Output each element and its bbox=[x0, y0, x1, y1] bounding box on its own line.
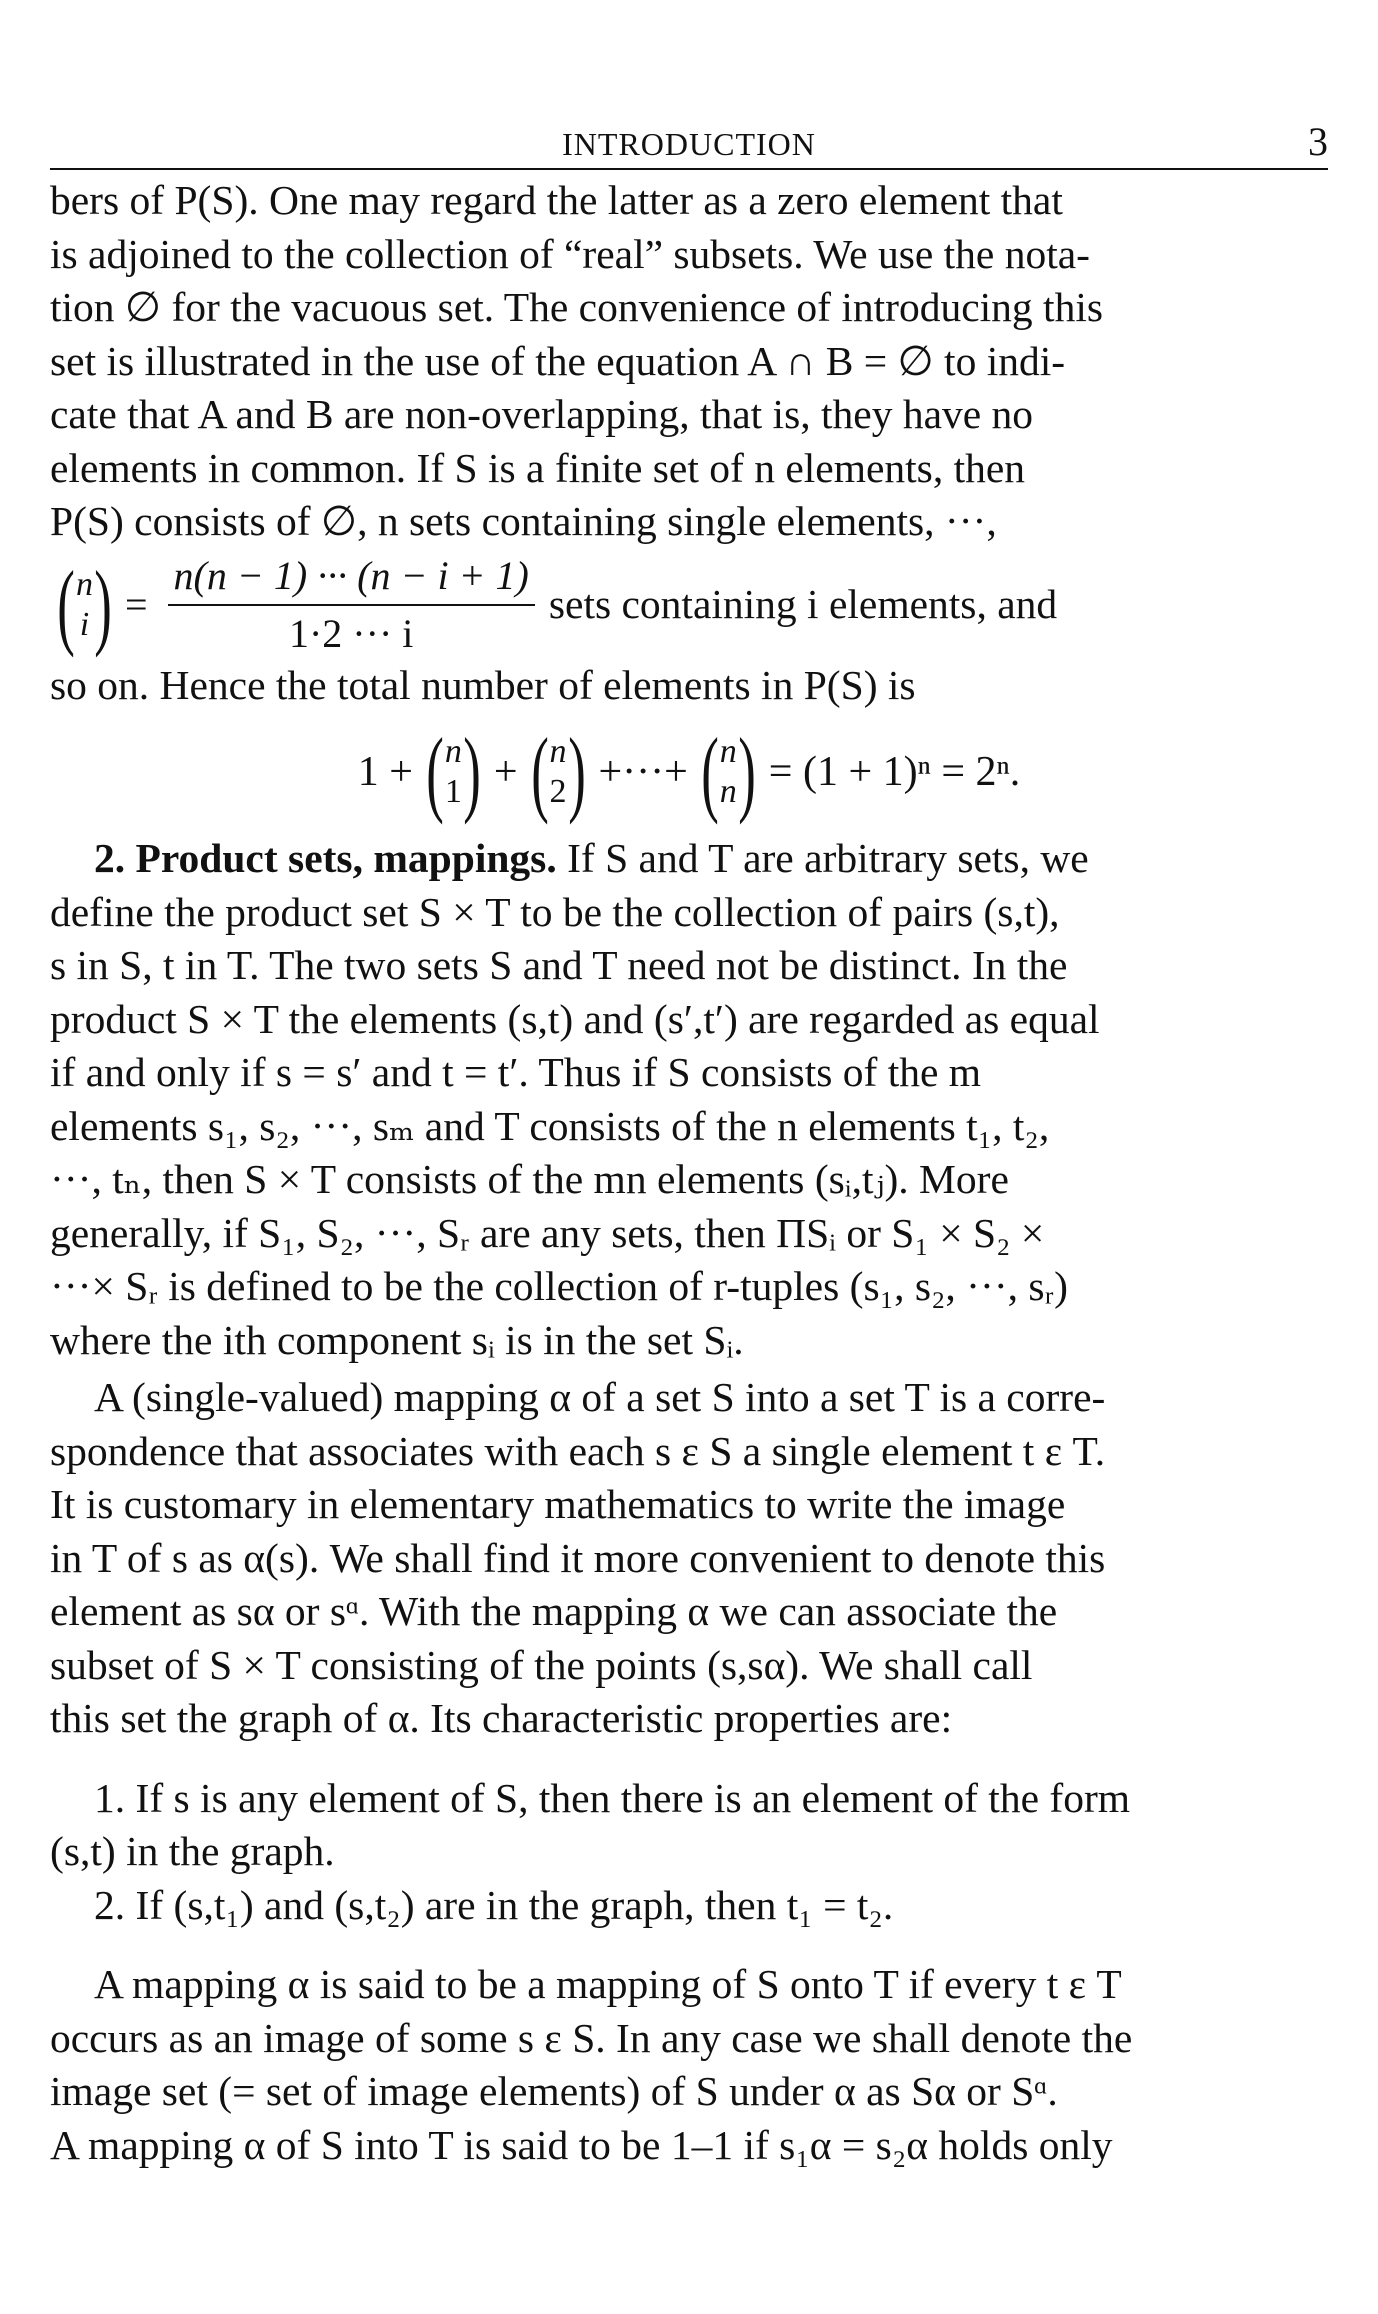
binomial-n-1: ( n 1 ) bbox=[426, 718, 481, 825]
text-line: A mapping α is said to be a mapping of S onto T if every t ε T bbox=[94, 1961, 1122, 2007]
text-span: If S and T are arbitrary sets, we bbox=[567, 835, 1089, 881]
binom-bottom: i bbox=[79, 605, 90, 643]
text-line: spondence that associates with each s ε S a single element t ε T. bbox=[50, 1427, 1106, 1474]
text-line: define the product set S × T to be the collection of pairs (s,t), bbox=[50, 888, 1060, 935]
text-line: ···, tₙ, then S × T consists of the mn elements (sᵢ,tⱼ). More bbox=[50, 1156, 1009, 1202]
list-item: 2. If (s,t₁) and (s,t₂) are in the graph, then t₁ = t₂. bbox=[94, 1881, 894, 1928]
binom-top: n bbox=[444, 733, 462, 770]
list-item: 1. If s is any element of S, then there is an element of the form bbox=[94, 1774, 1131, 1821]
binom-bottom: 1 bbox=[444, 773, 462, 810]
text-line: product S × T the elements (s,t) and (s′,t′) are regarded as equal bbox=[50, 995, 1100, 1042]
binomial-coefficient: ( n i ) bbox=[57, 550, 112, 658]
text-line: image set (= set of image elements) of S under α as Sα or Sᵅ. bbox=[50, 2068, 1058, 2114]
text-line: where the ith component sᵢ is in the set Sᵢ. bbox=[50, 1316, 744, 1363]
text-line: P(S) consists of ∅, n sets containing single elements, ···, bbox=[50, 498, 997, 544]
binom-top: n bbox=[75, 565, 93, 603]
text-line: cate that A and B are non-overlapping, that is, they have no bbox=[50, 391, 1034, 437]
text-line: s in S, t in T. The two sets S and T need not be distinct. In the bbox=[50, 942, 1068, 988]
paragraph-onto bbox=[50, 1958, 1328, 2172]
text-line: elements s₁, s₂, ···, sₘ and T consists of the n elements t₁, t₂, bbox=[50, 1102, 1050, 1149]
text-line: generally, if S₁, S₂, ···, Sᵣ are any sets, then ΠSᵢ or S₁ × S₂ × bbox=[50, 1209, 1045, 1256]
text-line: tion ∅ for the vacuous set. The convenience of introducing this bbox=[50, 284, 1104, 330]
text-line: element as sα or sᵅ. With the mapping α we can associate the bbox=[50, 1588, 1058, 1634]
text-line: subset of S × T consisting of the points (s,sα). We shall call bbox=[50, 1641, 1033, 1688]
section-product-sets bbox=[50, 832, 1328, 1367]
binomial-n-n: ( n n ) bbox=[701, 718, 756, 825]
text-line: if and only if s = s′ and t = t′. Thus if S consists of the m bbox=[50, 1049, 982, 1095]
binom-top: n bbox=[719, 733, 737, 770]
page-number: 3 bbox=[1308, 119, 1328, 164]
binom-bottom: n bbox=[719, 773, 737, 810]
text-line bbox=[50, 832, 1328, 886]
text-line: bers of P(S). One may regard the latter as a zero element that bbox=[50, 177, 1063, 223]
binomial-n-2: ( n 2 ) bbox=[530, 718, 586, 825]
binomial-fraction-line bbox=[50, 551, 1328, 659]
running-title: INTRODUCTION bbox=[562, 126, 816, 162]
text-line: ···× Sᵣ is defined to be the collection of r-tuples (s₁, s₂, ···, sᵣ) bbox=[50, 1263, 1068, 1309]
text-line: A mapping α of S into T is said to be 1–1 if s₁α = s₂α holds only bbox=[50, 2121, 1113, 2168]
text-line: A (single-valued) mapping α of a set S into a set T is a corre- bbox=[94, 1374, 1106, 1420]
text-line: occurs as an image of some s ε S. In any case we shall denote the bbox=[50, 2014, 1133, 2061]
eq-result: = (1 + 1)ⁿ = 2ⁿ. bbox=[768, 749, 1021, 795]
fraction bbox=[168, 554, 535, 656]
text-line: in T of s as α(s). We shall find it more convenient to denote this bbox=[50, 1534, 1106, 1581]
fraction-numerator: n(n − 1) ··· (n − i + 1) bbox=[168, 554, 535, 606]
text-line: sets containing i elements, and bbox=[548, 580, 1058, 627]
equals-sign: = bbox=[124, 582, 148, 627]
binom-top: n bbox=[549, 733, 567, 770]
eq-term: 1 + bbox=[357, 749, 413, 795]
text-line: elements in common. If S is a finite set of n elements, then bbox=[50, 444, 1026, 491]
text-line: set is illustrated in the use of the equation A ∩ B = ∅ to indi- bbox=[50, 337, 1066, 384]
section-heading: 2. Product sets, mappings. bbox=[94, 835, 557, 881]
page-header bbox=[50, 118, 1328, 170]
eq-plus: + bbox=[493, 749, 518, 795]
text-line: this set the graph of α. Its characteristic properties are: bbox=[50, 1695, 953, 1741]
fraction-denominator: 1·2 ··· i bbox=[288, 610, 414, 656]
text-line: It is customary in elementary mathematics to write the image bbox=[50, 1481, 1066, 1527]
paragraph-power-set bbox=[50, 174, 1328, 712]
paragraph-mapping bbox=[50, 1371, 1328, 1746]
text-line: so on. Hence the total number of elements in P(S) is bbox=[50, 661, 916, 708]
book-page bbox=[50, 118, 1328, 2172]
binom-bottom: 2 bbox=[549, 773, 567, 810]
eq-dots: +···+ bbox=[598, 749, 688, 795]
display-equation-binomial-sum bbox=[50, 716, 1328, 828]
list-item-continuation: (s,t) in the graph. bbox=[50, 1828, 335, 1874]
text-line: is adjoined to the collection of “real” subsets. We use the nota- bbox=[50, 230, 1090, 277]
properties-list bbox=[50, 1772, 1328, 1933]
